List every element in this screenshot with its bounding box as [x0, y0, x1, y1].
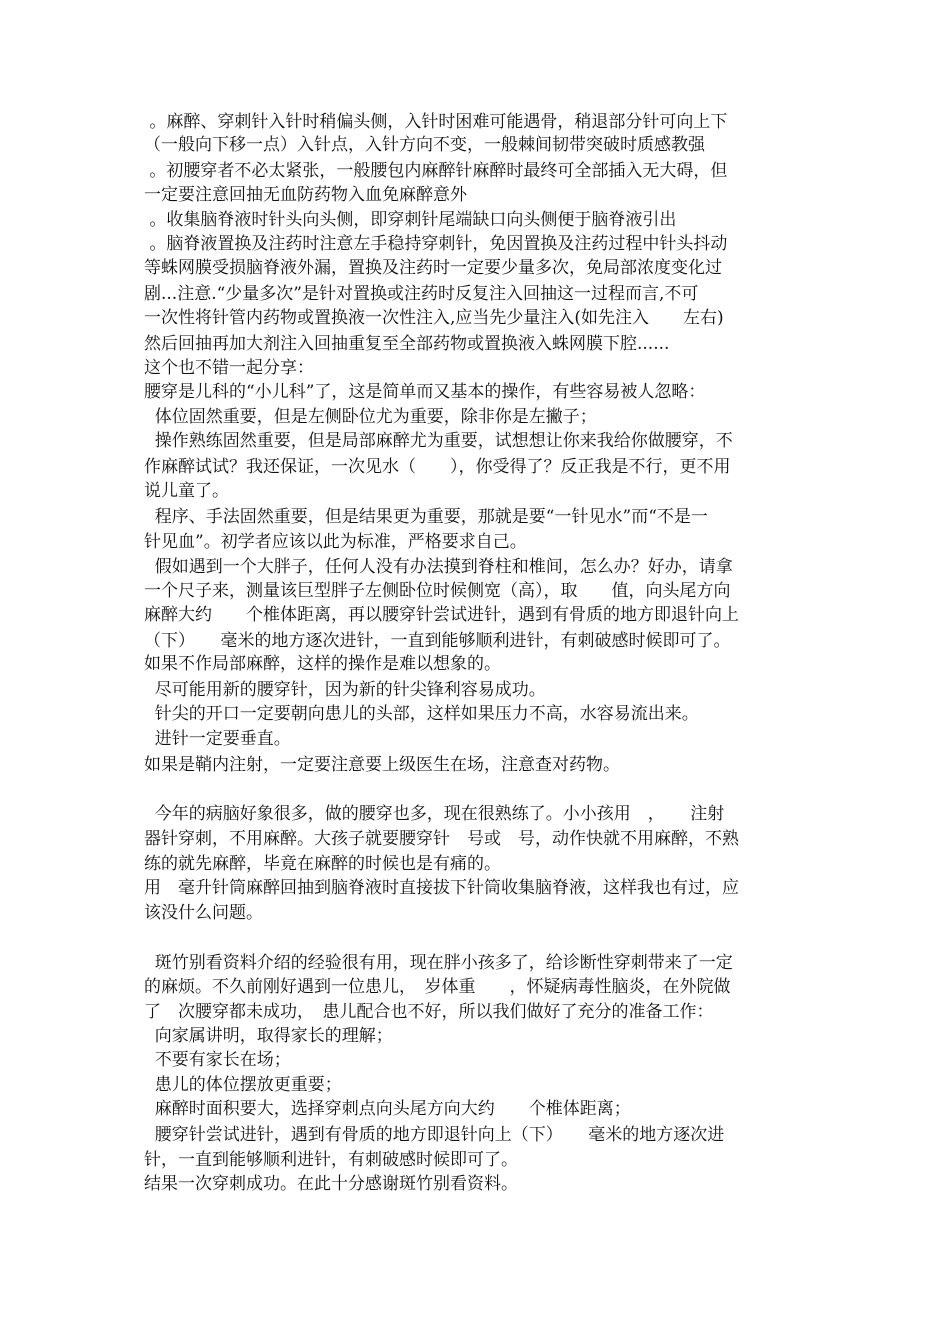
document-text-line: 练的就先麻醉，毕竟在麻醉的时候也是有痛的。	[144, 854, 501, 874]
document-text-line: 向家属讲明，取得家长的理解；	[144, 1026, 393, 1046]
document-text-line: 结果一次穿刺成功。在此十分感谢斑竹别看资料。	[144, 1174, 518, 1194]
document-text-line: 作麻醉试试？我还保证，一次见水（ ），你受得了？反正我是不行，更不用	[144, 457, 731, 477]
document-text-line: 这个也不错一起分享：	[144, 358, 314, 378]
document-text-line: 。麻醉、穿刺针入针时稍偏头侧，入针时困难可能遇骨，稍退部分针可向上下	[144, 112, 728, 132]
document-text-line: 。脑脊液置换及注药时注意左手稳持穿刺针，免因置换及注药过程中针头抖动	[144, 234, 728, 254]
document-text-line: 了 次腰穿都未成功， 患儿配合也不好，所以我们做好了充分的准备工作：	[144, 1002, 714, 1022]
document-text-line: 尽可能用新的腰穿针，因为新的针尖锋利容易成功。	[144, 680, 546, 700]
document-text-line: 麻醉时面积要大，选择穿刺点向头尾方向大约 个椎体距离；	[144, 1099, 631, 1119]
document-text-line: 今年的病脑好象很多，做的腰穿也多，现在很熟练了。小小孩用 ， 注射	[144, 804, 725, 824]
document-text-line: 进针一定要垂直。	[144, 729, 291, 749]
document-text-line: 斑竹别看资料介绍的经验很有用，现在胖小孩多了，给诊断性穿刺带来了一定	[144, 953, 733, 973]
document-text-line: 如果是鞘内注射，一定要注意要上级医生在场，注意查对药物。	[144, 755, 620, 775]
document-text-line: 患儿的体位摆放更重要；	[144, 1075, 342, 1095]
document-text-line: 操作熟练固然重要，但是局部麻醉尤为重要，试想想让你来我给你做腰穿，不	[144, 431, 733, 451]
document-text-line: 麻醉大约 个椎体距离，再以腰穿针尝试进针，遇到有骨质的地方即退针向上	[144, 605, 739, 625]
document-text-line: 器针穿刺，不用麻醉。大孩子就要腰穿针 号或 号，动作快就不用麻醉，不熟	[144, 829, 739, 849]
document-text-line: 腰穿针尝试进针，遇到有骨质的地方即退针向上（下） 毫米的地方逐次进	[144, 1125, 725, 1145]
document-text-line: 针，一直到能够顺利进针，有刺破感时候即可了。	[144, 1150, 518, 1170]
document-text-line: 针尖的开口一定要朝向患儿的头部，这样如果压力不高，水容易流出来。	[144, 704, 699, 724]
document-text-line: （下） 毫米的地方逐次进针，一直到能够顺利进针，有刺破感时候即可了。	[144, 631, 731, 651]
document-text-line: 说儿童了。	[144, 481, 229, 501]
document-text-line: 针见血”。初学者应该以此为标准，严格要求自己。	[144, 532, 527, 552]
document-text-line: 。初腰穿者不必太紧张，一般腰包内麻醉针麻醉时最终可全部插入无大碍，但	[144, 161, 728, 181]
document-text-line: 不要有家长在场；	[144, 1050, 291, 1070]
document-text-line: 腰穿是儿科的“小儿科”了，这是简单而又基本的操作，有些容易被人忽略：	[144, 382, 706, 402]
document-text-line: 等蛛网膜受损脑脊液外漏，置换及注药时一定要少量多次，免局部浓度变化过	[144, 258, 722, 278]
document-text-line: 程序、手法固然重要，但是结果更为重要，那就是要“一针见水”而“不是一	[144, 507, 708, 527]
document-text-line: 一定要注意回抽无血防药物入血免麻醉意外	[144, 185, 467, 205]
document-text-line: 一个尺子来，测量该巨型胖子左侧卧位时候侧宽（高），取 值，向头尾方向	[144, 581, 731, 601]
document-text-line: 的麻烦。不久前刚好遇到一位患儿， 岁体重 ，怀疑病毒性脑炎，在外院做	[144, 977, 731, 997]
document-text-line: 。收集脑脊液时针头向头侧，即穿刺针尾端缺口向头侧便于脑脊液引出	[144, 210, 677, 230]
document-text-line: （一般向下移一点）入针点，入针方向不变，一般棘间韧带突破时质感教强	[144, 135, 705, 155]
document-text-line: 体位固然重要，但是左侧卧位尤为重要，除非你是左撇子；	[144, 407, 597, 427]
document-text-line: 一次性将针管内药物或置换液一次性注入,应当先少量注入(如先注入 左右)	[144, 308, 724, 328]
document-text-line: 用 毫升针筒麻醉回抽到脑脊液时直接拔下针筒收集脑脊液，这样我也有过，应	[144, 878, 739, 898]
document-text-line: 该没什么问题。	[144, 903, 263, 923]
document-text-line: 然后回抽再加大剂注入回抽重复至全部药物或置换液入蛛网膜下腔......	[144, 334, 670, 354]
document-text-line: 如果不作局部麻醉，这样的操作是难以想象的。	[144, 654, 501, 674]
document-text-line: 剧...注意.“少量多次”是针对置换或注药时反复注入回抽这一过程而言,不可	[144, 284, 699, 304]
document-text-line: 假如遇到一个大胖子，任何人没有办法摸到脊柱和椎间，怎么办？好办，请拿	[144, 557, 733, 577]
